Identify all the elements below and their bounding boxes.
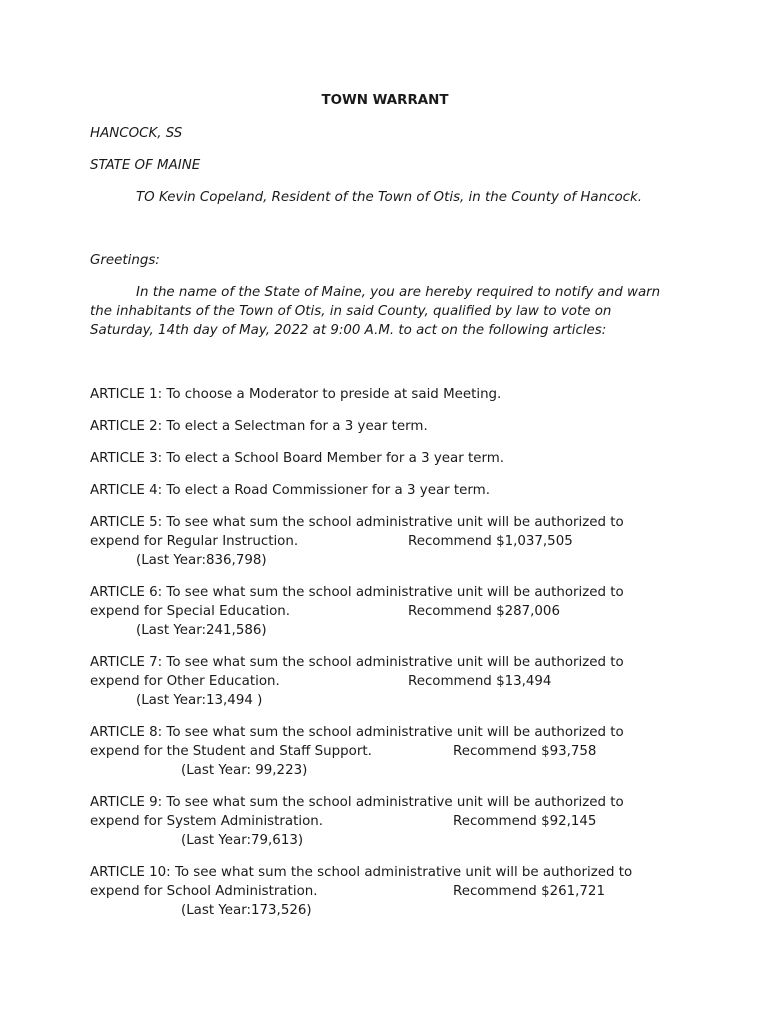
- article-7-line-1: ARTICLE 7: To see what sum the school administrative unit will be authorized to: [90, 655, 624, 670]
- article-9-line-2: expend for System Administration.: [90, 814, 324, 829]
- article-5-last-year: (Last Year:836,798): [136, 553, 267, 568]
- page-title: TOWN WARRANT: [321, 93, 449, 108]
- article-1: ARTICLE 1: To choose a Moderator to preside at said Meeting.: [90, 387, 502, 402]
- article-5-line-2: expend for Regular Instruction.: [90, 534, 299, 549]
- article-2: ARTICLE 2: To elect a Selectman for a 3 year term.: [90, 419, 428, 434]
- article-7-recommend: Recommend $13,494: [408, 674, 552, 689]
- article-7-line-2: expend for Other Education.: [90, 674, 280, 689]
- article-6-recommend: Recommend $287,006: [408, 604, 560, 619]
- intro-line-3: Saturday, 14th day of May, 2022 at 9:00 A.M. to act on the following articles:: [90, 323, 607, 338]
- article-4: ARTICLE 4: To elect a Road Commissioner for a 3 year term.: [90, 483, 490, 498]
- state-line: STATE OF MAINE: [90, 158, 201, 173]
- article-8-recommend: Recommend $93,758: [453, 744, 597, 759]
- article-5-recommend: Recommend $1,037,505: [408, 534, 573, 549]
- intro-line-2: the inhabitants of the Town of Otis, in said County, qualified by law to vote on: [90, 304, 612, 319]
- article-6-line-2: expend for Special Education.: [90, 604, 291, 619]
- article-9-last-year: (Last Year:79,613): [181, 833, 304, 848]
- addressee-line: TO Kevin Copeland, Resident of the Town of Otis, in the County of Hancock.: [136, 190, 643, 205]
- county-line: HANCOCK, SS: [90, 126, 183, 141]
- article-10-last-year: (Last Year:173,526): [181, 903, 312, 918]
- article-8-last-year: (Last Year: 99,223): [181, 763, 308, 778]
- article-6-line-1: ARTICLE 6: To see what sum the school administrative unit will be authorized to: [90, 585, 624, 600]
- article-5-line-1: ARTICLE 5: To see what sum the school administrative unit will be authorized to: [90, 515, 624, 530]
- article-3: ARTICLE 3: To elect a School Board Member for a 3 year term.: [90, 451, 505, 466]
- article-10-line-2: expend for School Administration.: [90, 884, 318, 899]
- article-10-line-1: ARTICLE 10: To see what sum the school administrative unit will be authorized to: [90, 865, 633, 880]
- greeting: Greetings:: [90, 253, 160, 268]
- article-8-line-1: ARTICLE 8: To see what sum the school administrative unit will be authorized to: [90, 725, 624, 740]
- article-7-last-year: (Last Year:13,494 ): [136, 693, 263, 708]
- article-8-line-2: expend for the Student and Staff Support.: [90, 744, 372, 759]
- intro-line-1: In the name of the State of Maine, you are hereby required to notify and warn: [136, 285, 661, 300]
- article-6-last-year: (Last Year:241,586): [136, 623, 267, 638]
- article-10-recommend: Recommend $261,721: [453, 884, 605, 899]
- article-9-line-1: ARTICLE 9: To see what sum the school administrative unit will be authorized to: [90, 795, 624, 810]
- article-9-recommend: Recommend $92,145: [453, 814, 597, 829]
